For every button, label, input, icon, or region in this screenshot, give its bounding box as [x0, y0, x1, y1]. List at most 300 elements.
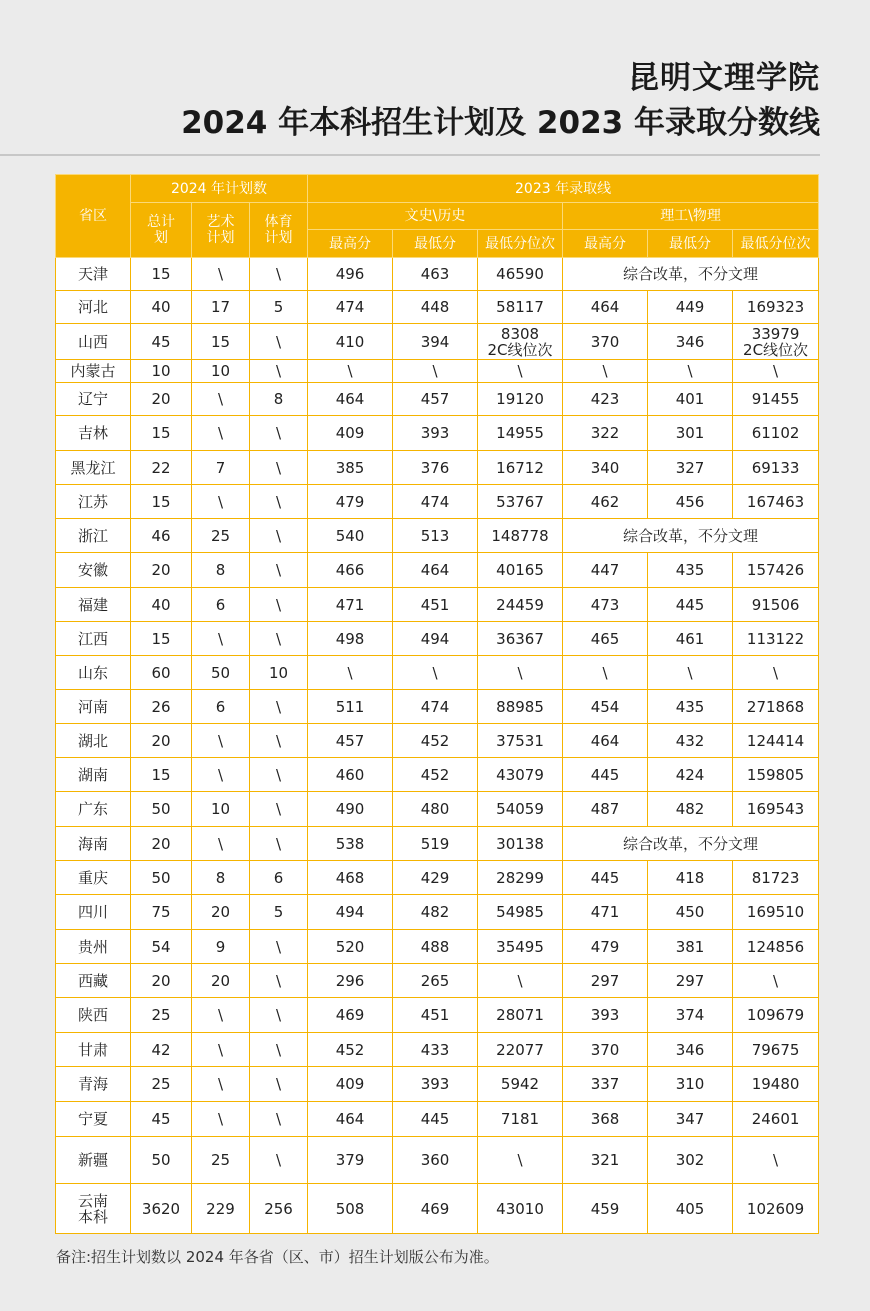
cell-province — [56, 1137, 131, 1184]
cell-sci-min — [648, 724, 733, 758]
cell-sci-max — [563, 1067, 648, 1102]
table-row — [56, 964, 819, 998]
table-row — [56, 291, 819, 324]
cell-total-plan — [131, 519, 192, 553]
cell-arts-rank-text: \ — [517, 362, 523, 380]
cell-sci-rank — [733, 360, 819, 383]
cell-arts-max-text: 474 — [335, 298, 365, 316]
cell-arts-max-text: 409 — [335, 1075, 365, 1093]
cell-province — [56, 758, 131, 792]
cell-total-plan-text: 60 — [151, 663, 171, 682]
cell-sci-min-text: 302 — [675, 1151, 705, 1169]
cell-sci-rank-text: 69133 — [751, 458, 800, 477]
cell-arts-max-text: 496 — [335, 265, 365, 283]
cell-arts-rank — [478, 324, 563, 360]
cell-arts-max — [308, 1137, 393, 1184]
table-row — [56, 588, 819, 622]
cell-arts-rank — [478, 553, 563, 588]
cell-arts-rank — [478, 861, 563, 895]
cell-sci-rank-text: 271868 — [746, 697, 805, 716]
cell-total-plan — [131, 485, 192, 519]
cell-arts-min-text: 464 — [420, 561, 450, 579]
cell-art-plan — [192, 416, 250, 451]
cell-art-plan-text: 15 — [210, 332, 231, 351]
cell-sci-min — [648, 1102, 733, 1137]
cell-total-plan-text: 25 — [151, 1075, 171, 1093]
cell-sci-rank-text: \ — [773, 971, 779, 990]
cell-sci-min — [648, 485, 733, 519]
cell-art-plan-text: 6 — [215, 697, 226, 716]
cell-sci-rank — [733, 1137, 819, 1184]
cell-arts-rank — [478, 451, 563, 485]
cell-sport-plan-text: \ — [275, 731, 282, 750]
cell-arts-rank-text: 54059 — [496, 800, 544, 818]
cell-sci-max — [563, 1102, 648, 1137]
cell-total-plan — [131, 930, 192, 964]
cell-total-plan — [131, 588, 192, 622]
cell-sport-plan — [250, 964, 308, 998]
cell-arts-rank-text: 5942 — [500, 1075, 540, 1093]
cell-arts-min — [393, 553, 478, 588]
cell-sci-rank — [733, 383, 819, 416]
cell-sci-min-text: 456 — [675, 492, 705, 511]
cell-province-text: 山东 — [77, 663, 108, 682]
cell-total-plan — [131, 895, 192, 930]
cell-arts-rank — [478, 998, 563, 1033]
cell-sport-plan-text: \ — [275, 1040, 282, 1059]
cell-total-plan-text: 20 — [151, 971, 171, 990]
cell-art-plan-text: 8 — [215, 868, 226, 887]
cell-art-plan — [192, 622, 250, 656]
table-row — [56, 519, 819, 553]
cell-arts-min-text: 494 — [420, 629, 450, 648]
cell-art-plan-text: \ — [217, 765, 224, 784]
cell-art-plan — [192, 485, 250, 519]
header-arts-max: 最高分 — [308, 230, 393, 258]
table-row — [56, 324, 819, 360]
cell-arts-rank-text: 7181 — [500, 1110, 540, 1128]
cell-arts-min-text: 265 — [420, 971, 450, 990]
cell-province — [56, 588, 131, 622]
cell-arts-max — [308, 758, 393, 792]
cell-sci-max-text: 465 — [590, 629, 620, 648]
cell-arts-max — [308, 656, 393, 690]
cell-arts-max-text: 538 — [335, 834, 365, 853]
cell-sci-rank — [733, 895, 819, 930]
cell-total-plan — [131, 258, 192, 291]
cell-arts-max-text: 468 — [335, 868, 365, 887]
header-sci-min: 最低分 — [648, 230, 733, 258]
cell-art-plan-text: 6 — [215, 595, 226, 614]
cell-arts-rank-text: \ — [517, 971, 523, 990]
cell-province — [56, 485, 131, 519]
cell-arts-rank-text: 37531 — [496, 731, 544, 750]
cell-arts-rank-text: 24459 — [496, 595, 544, 614]
cell-province-text: 江西 — [77, 629, 108, 648]
cell-sport-plan-text: \ — [275, 971, 282, 990]
cell-sci-rank — [733, 1102, 819, 1137]
cell-arts-rank — [478, 258, 563, 291]
cell-sci-min — [648, 964, 733, 998]
cell-arts-min — [393, 360, 478, 383]
cell-sport-plan — [250, 1137, 308, 1184]
cell-sci-max-text: 337 — [590, 1075, 620, 1093]
cell-arts-min-text: 445 — [420, 1110, 450, 1128]
cell-arts-min-text: 480 — [420, 800, 450, 818]
cell-sport-plan — [250, 588, 308, 622]
cell-merged-note — [563, 827, 819, 861]
cell-sport-plan-text: \ — [275, 697, 282, 716]
cell-arts-rank-text: 19120 — [496, 390, 544, 408]
cell-art-plan-text: \ — [217, 390, 224, 408]
cell-sci-min-text: 435 — [675, 697, 705, 716]
cell-total-plan — [131, 383, 192, 416]
cell-arts-min-text: 394 — [420, 332, 450, 351]
header-plan-group: 2024 年计划数 — [131, 175, 308, 203]
table-row — [56, 895, 819, 930]
cell-art-plan — [192, 792, 250, 827]
cell-province-text: 辽宁 — [77, 390, 108, 408]
cell-arts-rank — [478, 930, 563, 964]
cell-arts-min-text: 463 — [420, 265, 450, 283]
cell-arts-min — [393, 656, 478, 690]
cell-province — [56, 291, 131, 324]
cell-arts-rank — [478, 1033, 563, 1067]
cell-sport-plan-text: 10 — [268, 663, 289, 682]
cell-art-plan-text: \ — [217, 265, 224, 283]
header-sci-rank: 最低分位次 — [733, 230, 819, 258]
cell-province-text: 江苏 — [77, 492, 108, 511]
cell-arts-min-text: 429 — [420, 868, 450, 887]
cell-total-plan-text: 3620 — [141, 1199, 181, 1218]
table-row — [56, 690, 819, 724]
cell-sci-rank-text: 169510 — [746, 903, 805, 921]
cell-art-plan — [192, 758, 250, 792]
cell-total-plan-text: 15 — [151, 424, 171, 442]
cell-arts-rank-text: 8308 — [500, 324, 540, 343]
cell-art-plan — [192, 1184, 250, 1234]
cell-sci-min-text: 310 — [675, 1075, 705, 1093]
cell-total-plan-text: 25 — [151, 1006, 171, 1024]
cell-sci-min — [648, 861, 733, 895]
cell-arts-min — [393, 1102, 478, 1137]
cell-sci-rank-text: 91506 — [751, 595, 800, 614]
cell-sport-plan-text: \ — [275, 800, 282, 818]
cell-arts-max-text: 464 — [335, 1110, 365, 1128]
cell-province — [56, 1184, 131, 1234]
cell-total-plan — [131, 1184, 192, 1234]
cell-province — [56, 416, 131, 451]
footnote: 备注:招生计划数以 2024 年各省（区、市）招生计划版公布为准。 — [56, 1248, 499, 1266]
cell-arts-rank — [478, 724, 563, 758]
cell-sport-plan-text: \ — [275, 265, 282, 283]
cell-total-plan-text: 15 — [151, 265, 171, 283]
cell-art-plan-text: 9 — [215, 937, 226, 956]
cell-province — [56, 553, 131, 588]
cell-arts-min — [393, 588, 478, 622]
cell-sport-plan — [250, 553, 308, 588]
cell-arts-rank — [478, 1102, 563, 1137]
cell-province-text: 本科 — [77, 1207, 108, 1226]
cell-sci-max-text: 368 — [590, 1110, 620, 1128]
cell-arts-max-text: 490 — [335, 800, 365, 818]
cell-province-text: 内蒙古 — [70, 362, 116, 380]
cell-merged-note — [563, 258, 819, 291]
cell-arts-max — [308, 827, 393, 861]
cell-sci-max-text: 464 — [590, 298, 620, 316]
cell-sci-min-text: 327 — [675, 458, 705, 477]
cell-art-plan-text: 50 — [210, 663, 231, 682]
cell-sci-max — [563, 724, 648, 758]
cell-province-text: 湖北 — [77, 731, 108, 750]
cell-arts-max — [308, 451, 393, 485]
cell-arts-rank — [478, 622, 563, 656]
cell-sci-rank — [733, 690, 819, 724]
cell-arts-max — [308, 1184, 393, 1234]
cell-sci-max-text: 479 — [590, 937, 620, 956]
cell-sci-rank — [733, 291, 819, 324]
cell-total-plan — [131, 861, 192, 895]
cell-sci-min — [648, 416, 733, 451]
cell-arts-max — [308, 690, 393, 724]
table-row — [56, 861, 819, 895]
cell-art-plan-text: 17 — [210, 298, 231, 316]
cell-arts-min — [393, 690, 478, 724]
cell-arts-rank-text: 43079 — [496, 765, 544, 784]
cell-sci-min-text: 405 — [675, 1199, 705, 1218]
cell-sport-plan-text: \ — [275, 937, 282, 956]
cell-sci-max — [563, 383, 648, 416]
cell-sci-max — [563, 758, 648, 792]
cell-sport-plan — [250, 416, 308, 451]
cell-total-plan — [131, 1033, 192, 1067]
cell-sport-plan-text: \ — [275, 1151, 282, 1169]
cell-total-plan-text: 42 — [151, 1040, 171, 1059]
cell-sci-max — [563, 485, 648, 519]
cell-sport-plan — [250, 324, 308, 360]
cell-art-plan — [192, 258, 250, 291]
cell-province — [56, 656, 131, 690]
cell-province — [56, 519, 131, 553]
cell-sci-max — [563, 324, 648, 360]
cell-art-plan — [192, 291, 250, 324]
cell-arts-max-text: 520 — [335, 937, 365, 956]
cell-sci-max-text: 454 — [590, 697, 620, 716]
cell-arts-min — [393, 861, 478, 895]
cell-total-plan — [131, 324, 192, 360]
cell-arts-min — [393, 451, 478, 485]
cell-province-text: 黑龙江 — [70, 458, 116, 477]
cell-arts-rank-text: 58117 — [496, 298, 544, 316]
cell-total-plan-text: 40 — [151, 595, 171, 614]
cell-province-text: 新疆 — [77, 1151, 108, 1169]
cell-arts-max — [308, 964, 393, 998]
cell-arts-max-text: 452 — [335, 1040, 365, 1059]
cell-sci-min-text: 432 — [675, 731, 705, 750]
cell-sport-plan-text: 5 — [273, 903, 284, 921]
cell-sport-plan — [250, 622, 308, 656]
cell-sci-max-text: 321 — [590, 1151, 620, 1169]
cell-arts-max-text: 511 — [335, 697, 365, 716]
cell-sport-plan — [250, 485, 308, 519]
cell-arts-min-text: 393 — [420, 1075, 450, 1093]
cell-art-plan-text: 25 — [210, 526, 231, 545]
cell-sci-rank — [733, 622, 819, 656]
cell-sport-plan — [250, 1102, 308, 1137]
cell-arts-max — [308, 1067, 393, 1102]
header-province: 省区 — [56, 175, 131, 258]
cell-art-plan-text: 25 — [210, 1151, 231, 1169]
cell-province — [56, 622, 131, 656]
cell-province — [56, 258, 131, 291]
cell-sci-max-text: 370 — [590, 332, 620, 351]
table-row — [56, 553, 819, 588]
cell-sci-rank — [733, 324, 819, 360]
cell-arts-min — [393, 622, 478, 656]
cell-province-text: 宁夏 — [77, 1110, 108, 1128]
cell-sci-rank-text: 124414 — [746, 731, 805, 750]
cell-province — [56, 930, 131, 964]
cell-sci-max-text: 445 — [590, 765, 620, 784]
cell-arts-max-text: 296 — [335, 971, 365, 990]
cell-sci-min-text: \ — [687, 362, 693, 380]
cell-sci-rank-text: 24601 — [751, 1110, 800, 1128]
cell-sport-plan-text: \ — [275, 362, 282, 380]
cell-total-plan-text: 20 — [151, 561, 171, 579]
table-row — [56, 360, 819, 383]
cell-sci-max-text: 322 — [590, 424, 620, 442]
cell-sci-min-text: 401 — [675, 390, 705, 408]
cell-province-text: 四川 — [77, 903, 108, 921]
cell-arts-max — [308, 360, 393, 383]
cell-art-plan — [192, 964, 250, 998]
cell-arts-rank-text: 148778 — [491, 526, 549, 545]
cell-total-plan-text: 15 — [151, 765, 171, 784]
cell-sci-rank — [733, 485, 819, 519]
cell-province-text: 甘肃 — [77, 1040, 108, 1059]
cell-arts-max — [308, 258, 393, 291]
cell-arts-min — [393, 1033, 478, 1067]
cell-art-plan — [192, 383, 250, 416]
table-row — [56, 485, 819, 519]
cell-sport-plan — [250, 895, 308, 930]
cell-sci-rank-text: 61102 — [751, 424, 800, 442]
cell-total-plan — [131, 416, 192, 451]
admission-table — [55, 174, 819, 1234]
cell-sci-max — [563, 690, 648, 724]
cell-art-plan-text: 20 — [210, 903, 231, 921]
cell-sci-max-text: 459 — [590, 1199, 620, 1218]
cell-arts-min — [393, 930, 478, 964]
cell-arts-rank — [478, 588, 563, 622]
cell-sport-plan — [250, 258, 308, 291]
table-row — [56, 758, 819, 792]
cell-arts-max — [308, 383, 393, 416]
cell-sport-plan-text: \ — [275, 424, 282, 442]
table-row — [56, 1033, 819, 1067]
cell-arts-min — [393, 258, 478, 291]
cell-arts-min — [393, 895, 478, 930]
cell-sport-plan-text: \ — [275, 629, 282, 648]
cell-sci-min — [648, 1137, 733, 1184]
cell-total-plan-text: 20 — [151, 834, 171, 853]
cell-art-plan-text: 229 — [206, 1199, 235, 1218]
cell-total-plan-text: 54 — [151, 937, 171, 956]
cell-art-plan-text: 7 — [215, 458, 226, 477]
cell-arts-min — [393, 1184, 478, 1234]
cell-arts-min — [393, 1067, 478, 1102]
cell-province — [56, 827, 131, 861]
cell-total-plan — [131, 656, 192, 690]
cell-arts-min — [393, 964, 478, 998]
cell-sci-rank — [733, 656, 819, 690]
cell-sci-min — [648, 998, 733, 1033]
cell-arts-max-text: 471 — [335, 595, 365, 614]
cell-province — [56, 690, 131, 724]
cell-arts-rank — [478, 758, 563, 792]
cell-sci-min-text: 346 — [675, 332, 705, 351]
cell-total-plan — [131, 360, 192, 383]
cell-sci-min-text: 449 — [675, 298, 705, 316]
cell-total-plan-text: 45 — [151, 1110, 171, 1128]
cell-sci-min — [648, 656, 733, 690]
cell-arts-rank-text: 35495 — [496, 937, 544, 956]
cell-sci-max-text: 297 — [590, 971, 620, 990]
cell-sport-plan — [250, 519, 308, 553]
cell-arts-max-text: 464 — [335, 390, 365, 408]
cell-province-text: 广东 — [77, 800, 108, 818]
cell-arts-rank — [478, 792, 563, 827]
cell-sci-max — [563, 1184, 648, 1234]
cell-sci-min — [648, 553, 733, 588]
cell-total-plan — [131, 553, 192, 588]
header-sci-group: 理工\物理 — [563, 203, 819, 230]
cell-sci-rank — [733, 930, 819, 964]
header-art: 艺术计划 — [192, 203, 250, 258]
cell-province — [56, 998, 131, 1033]
cell-arts-max-text: 379 — [335, 1151, 365, 1169]
cell-total-plan — [131, 451, 192, 485]
cell-sport-plan-text: \ — [275, 595, 282, 614]
cell-sci-min-text: 346 — [675, 1040, 705, 1059]
cell-arts-min — [393, 998, 478, 1033]
cell-art-plan — [192, 930, 250, 964]
cell-arts-min-text: 469 — [420, 1199, 450, 1218]
header-sport: 体育计划 — [250, 203, 308, 258]
cell-sci-max-text: 445 — [590, 868, 620, 887]
cell-total-plan — [131, 1137, 192, 1184]
cell-sport-plan — [250, 1184, 308, 1234]
cell-arts-rank — [478, 416, 563, 451]
cell-merged-note-text: 综合改革，不分文理 — [623, 526, 759, 545]
cell-sport-plan — [250, 291, 308, 324]
cell-arts-min — [393, 827, 478, 861]
cell-sci-rank — [733, 964, 819, 998]
cell-art-plan — [192, 861, 250, 895]
cell-province-text: 青海 — [77, 1075, 108, 1093]
cell-province-text: 海南 — [77, 834, 108, 853]
cell-sci-max — [563, 451, 648, 485]
cell-total-plan-text: 45 — [151, 332, 171, 351]
cell-arts-rank — [478, 964, 563, 998]
cell-sci-min — [648, 895, 733, 930]
cell-sci-max-text: 471 — [590, 903, 620, 921]
cell-arts-rank-text: 43010 — [496, 1199, 544, 1218]
cell-arts-max — [308, 861, 393, 895]
cell-sci-max-text: 447 — [590, 561, 620, 579]
cell-total-plan-text: 10 — [151, 362, 171, 380]
cell-arts-max — [308, 622, 393, 656]
